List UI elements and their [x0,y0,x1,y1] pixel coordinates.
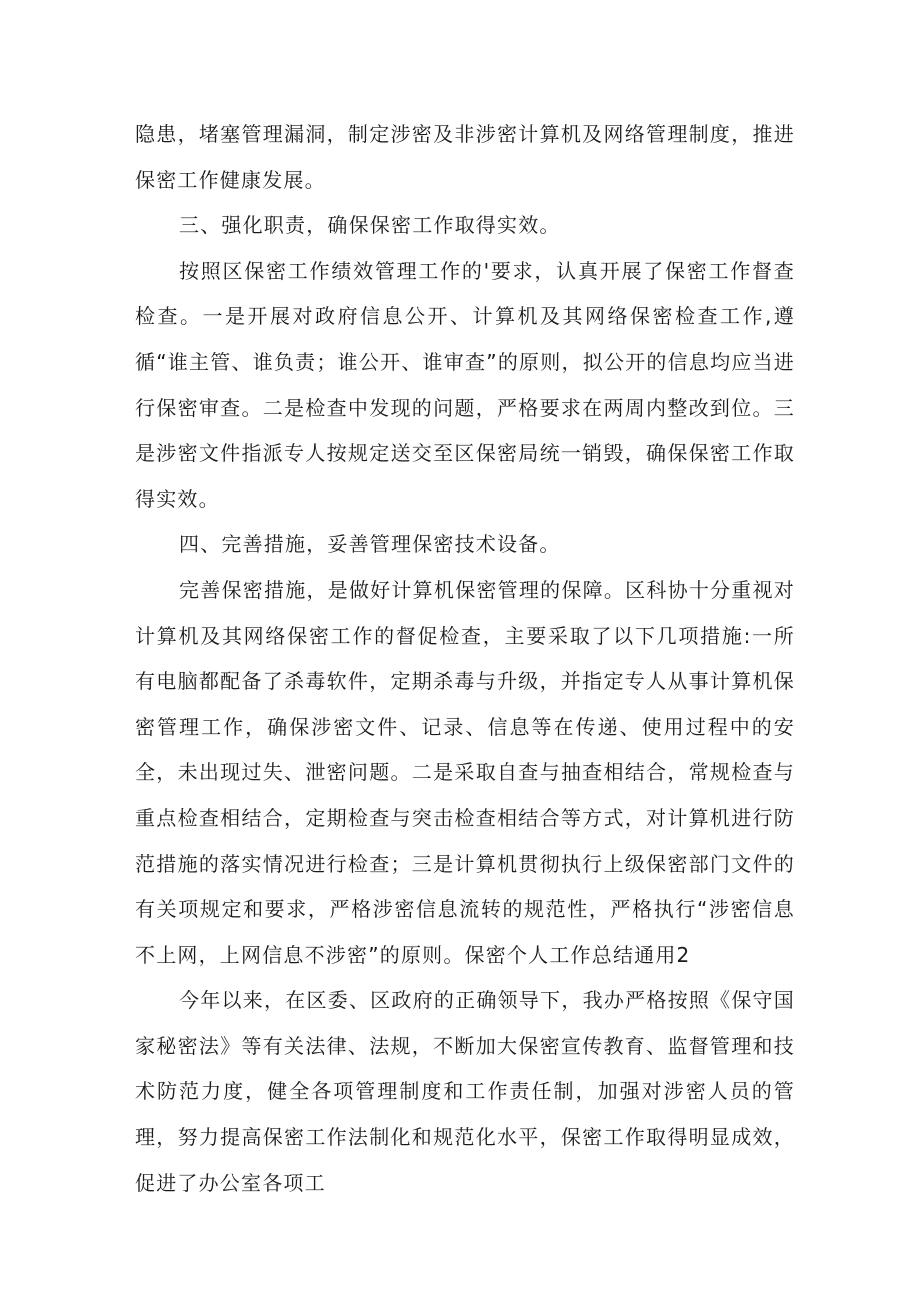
paragraph-1: 隐患，堵塞管理漏洞，制定涉密及非涉密计算机及网络管理制度，推进保密工作健康发展。 [135,122,795,192]
paragraph-2: 按照区保密工作绩效管理工作的'要求，认真开展了保密工作督查检查。一是开展对政府信息公开、计算机及其网络保密检查工作,遵循“谁主管、谁负责；谁公开、谁审查”的原则，拟公开的信息均应当进行保密审查。二是检查中发现的问题，严格要求在两周内整改到位。三是涉密文件指派专人按规定送交至区保密局统一销毁，确保保密工作取得实效。 [135,258,795,511]
paragraph-3: 完善保密措施，是做好计算机保密管理的保障。区科协十分重视对计算机及其网络保密工作的督促检查，主要采取了以下几项措施:一所有电脑都配备了杀毒软件，定期杀毒与升级，并指定专人从事计算机保密管理工作，确保涉密文件、记录、信息等在传递、使用过程中的安全，未出现过失、泄密问题。二是采取自查与抽查相结合，常规检查与重点检查相结合，定期检查与突击检查相结合等方式，对计算机进行防范措施的落实情况进行检查；三是计算机贯彻执行上级保密部门文件的有关项规定和要求，严格涉密信息流转的规范性，严格执行“涉密信息不上网，上网信息不涉密”的原则。保密个人工作总结通用2 [135,577,795,967]
paragraph-4: 今年以来，在区委、区政府的正确领导下，我办严格按照《保守国家秘密法》等有关法律、法规，不断加大保密宣传教育、监督管理和技术防范力度，健全各项管理制度和工作责任制，加强对涉密人员的管理，努力提高保密工作法制化和规范化水平，保密工作取得明显成效，促进了办公室各项工 [135,988,795,1195]
document-body [135,112,795,1206]
section-heading-4: 四、完善措施，妥善管理保密技术设备。 [179,532,561,557]
section-heading-3: 三、强化职责，确保保密工作取得实效。 [179,213,561,238]
